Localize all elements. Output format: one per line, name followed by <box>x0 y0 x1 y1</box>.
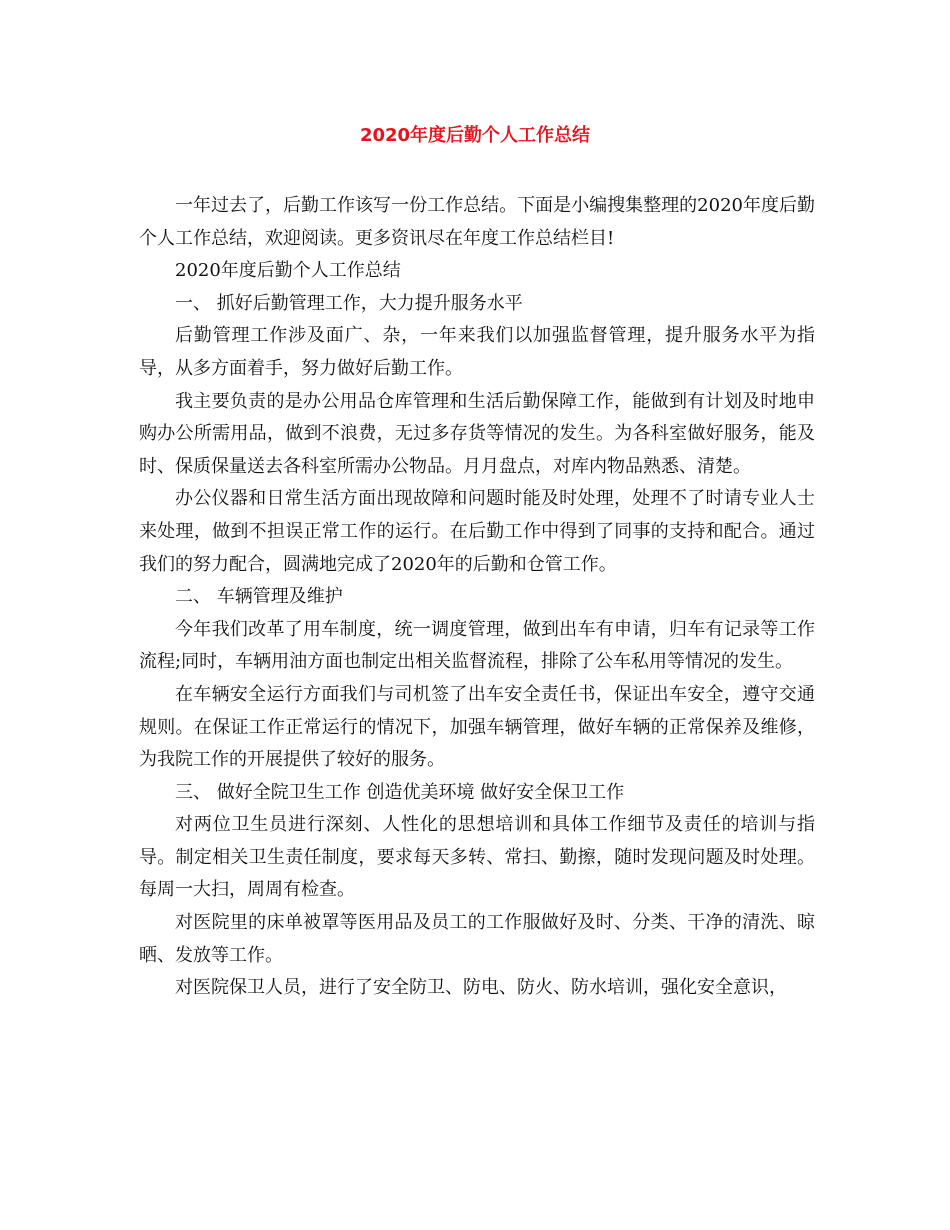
paragraph: 今年我们改革了用车制度，统一调度管理，做到出车有申请，归车有记录等工作流程;同时，车辆用油方面也制定出相关监督流程，排除了公车私用等情况的发生。 <box>139 618 815 673</box>
document-body <box>139 190 815 1005</box>
paragraph: 对医院里的床单被罩等医用品及员工的工作服做好及时、分类、干净的清洗、晾晒、发放等工作。 <box>139 912 815 966</box>
section-heading-3: 三、 做好全院卫生工作 创造优美环境 做好安全保卫工作 <box>175 781 625 803</box>
section-heading-2: 二、 车辆管理及维护 <box>175 586 343 608</box>
subtitle-line: 2020年度后勤个人工作总结 <box>175 260 401 282</box>
paragraph: 后勤管理工作涉及面广、杂，一年来我们以加强监督管理，提升服务水平为指导，从多方面着手，努力做好后勤工作。 <box>139 325 815 379</box>
paragraph: 在车辆安全运行方面我们与司机签了出车安全责任书，保证出车安全，遵守交通规则。在保证工作正常运行的情况下，加强车辆管理，做好车辆的正常保养及维修，为我院工作的开展提供了较好的服务。 <box>139 683 815 771</box>
paragraph: 对医院保卫人员，进行了安全防卫、防电、防火、防水培训，强化安全意识， <box>175 977 787 999</box>
document-title: 2020年度后勤个人工作总结 <box>359 125 591 146</box>
paragraph: 我主要负责的是办公用品仓库管理和生活后勤保障工作，能做到有计划及时地申购办公所需用品，做到不浪费，无过多存货等情况的发生。为各科室做好服务，能及时、保质保量送去各科室所需办公物品。月月盘点，对库内物品熟悉、清楚。 <box>139 390 815 477</box>
section-heading-1: 一、 抓好后勤管理工作，大力提升服务水平 <box>175 292 523 314</box>
paragraph-intro: 一年过去了，后勤工作该写一份工作总结。下面是小编搜集整理的2020年度后勤个人工作总结，欢迎阅读。更多资讯尽在年度工作总结栏目! <box>139 195 815 249</box>
paragraph: 对两位卫生员进行深刻、人性化的思想培训和具体工作细节及责任的培训与指导。制定相关卫生责任制度，要求每天多转、常扫、勤擦，随时发现问题及时处理。每周一大扫，周周有检查。 <box>139 814 815 901</box>
paragraph: 办公仪器和日常生活方面出现故障和问题时能及时处理，处理不了时请专业人士来处理，做到不担误正常工作的运行。在后勤工作中得到了同事的支持和配合。通过我们的努力配合，圆满地完成了2020年的后勤和仓管工作。 <box>139 488 815 575</box>
